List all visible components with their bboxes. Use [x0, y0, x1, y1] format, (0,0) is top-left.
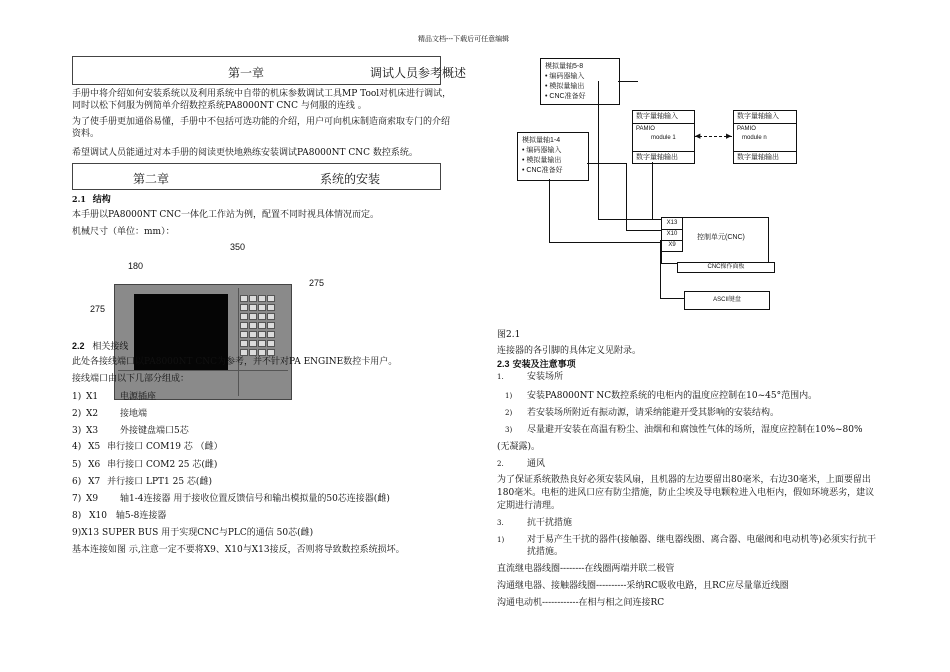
port-name: X3 — [86, 426, 99, 436]
wire-to-x10 — [626, 230, 661, 231]
port-number: 7) — [72, 494, 82, 504]
item-text: 尽量避开安装在高温有粉尘、油烟和和腐蚀性气体的场所，湿度应控制在10%~80% — [527, 425, 863, 435]
item-text: 若安装场所附近有振动源，请采纳能避开受其影响的安装结构。 — [527, 408, 780, 418]
item-number: 1) — [497, 536, 505, 544]
port-item — [72, 476, 212, 488]
dimension-275-left: 275 — [90, 304, 106, 314]
figure-caption: 图2.1 — [497, 330, 521, 340]
section-2-1-heading — [72, 192, 111, 205]
analog-axis-5-8-title: 模拟量轴5-8 — [545, 63, 584, 70]
section-2-3-heading — [497, 357, 576, 370]
port-number: 6) — [72, 477, 82, 487]
intro-line-1: 手册中将介绍如何安装系统以及利用系统中自带的机床参数调试工具MP Tool对机床进行调试， — [72, 89, 452, 99]
section-2-2-heading — [72, 339, 128, 352]
digital-module-n-box — [733, 110, 797, 164]
port-name: X2 — [86, 409, 99, 419]
port-number: 3) — [72, 426, 82, 436]
port-desc: 电源插座 — [120, 392, 157, 402]
anti-interference-item-cont: 扰措施。 — [527, 547, 564, 557]
anti-interference-title: 抗干扰措施 — [527, 518, 573, 528]
arrow-left-icon: ◀ — [695, 132, 701, 140]
port-desc: 串行接口 COM2 25 芯(雌) — [107, 460, 218, 470]
port-item — [72, 459, 217, 471]
install-place-item — [505, 390, 818, 402]
port-item-9: 9)X13 SUPER BUS 用于实现CNC与PLC的通信 50芯(雌) — [72, 528, 314, 538]
section-2-2-line-1: 此处各接线端口以PA8000NT CNC为参考，并不针对PA ENGINE数控卡用户。 — [72, 357, 398, 367]
analog-axis-5-8-box: 模拟量轴5-8 • 编码器输入 • 模拟量输出 • CNC准备好 — [540, 58, 620, 105]
digital-module-1-title: 数字量轴输入 — [633, 111, 694, 124]
chapter2-number: 第二章 — [133, 172, 170, 186]
cnc-operation-panel-box — [677, 262, 775, 273]
digital-module-1-output: 数字量轴输出 — [633, 151, 694, 164]
analog-axis-1-4-title: 模拟量轴1-4 — [522, 137, 561, 144]
item-text: 对于易产生干扰的器件(接触器、继电器线圈、离合器、电磁阀和电动机等)必须实行抗干 — [527, 535, 877, 545]
port-number: 8) — [72, 511, 82, 521]
anti-interference-item — [497, 534, 877, 546]
ascii-keyboard-label: ASCII键盘 — [713, 297, 741, 303]
section-2-2-title: 相关接线 — [92, 342, 129, 352]
port-number: 5) — [72, 460, 82, 470]
analog-item: CNC准备好 — [549, 93, 586, 100]
wire-axis-main-vertical — [549, 179, 550, 243]
control-unit-box — [661, 217, 769, 264]
ventilation-number: 2. — [497, 460, 504, 468]
intro-line-4: 资料。 — [72, 129, 100, 139]
page-header: 精品文档---下载后可任意编辑 — [418, 35, 510, 43]
wire-digital-vertical — [652, 162, 653, 220]
dimension-180: 180 — [128, 261, 144, 271]
wire-axis58-vertical — [598, 81, 599, 220]
port-item — [72, 493, 390, 505]
port-name: X7 — [88, 477, 101, 487]
dimension-275-right: 275 — [309, 278, 325, 288]
figure-note: 连接器的各引脚的具体定义见附录。 — [497, 346, 642, 356]
port-number: 4) — [72, 442, 82, 452]
ventilation-heading — [497, 458, 546, 470]
arrow-right-icon: ▶ — [726, 132, 732, 140]
install-place-title: 安装场所 — [527, 372, 564, 382]
wire-ascii-vertical — [660, 240, 661, 299]
wire-to-x9 — [549, 242, 661, 243]
dimension-350: 350 — [230, 242, 246, 252]
port-item — [72, 425, 189, 437]
analog-axis-1-4-box: 模拟量轴1-4 • 编码器输入 • 模拟量输出 • CNC准备好 — [517, 132, 589, 181]
port-desc: 串行接口 COM19 芯 （雌） — [107, 442, 223, 452]
control-port-x10: X10 — [662, 229, 683, 241]
digital-module-n-output: 数字量轴输出 — [734, 151, 796, 164]
analog-item: 编码器输入 — [526, 147, 562, 154]
digital-module-n-sub: PAMIO — [737, 126, 756, 132]
cnc-operation-panel-label: CNC操作面板 — [707, 264, 745, 270]
digital-module-1-name: module 1 — [651, 135, 676, 141]
anti-interference-line-3: 沟通电动机------------在相与相之间连接RC — [497, 598, 665, 608]
chapter2-title: 系统的安装 — [320, 172, 381, 186]
section-2-1-title: 结构 — [92, 195, 111, 205]
analog-item: CNC准备好 — [526, 167, 563, 174]
section-2-2-line-2: 接线端口由以下几部分组成： — [72, 374, 190, 384]
anti-interference-line-2: 沟通继电器、接触器线圈----------采纳RC吸收电路，且RC应尽量靠近线圈 — [497, 581, 789, 591]
port-item — [72, 391, 157, 403]
structure-line-2: 机械尺寸（单位：mm）： — [72, 227, 175, 237]
anti-interference-number: 3. — [497, 519, 504, 527]
ventilation-line-3: 定期进行清理。 — [497, 501, 561, 511]
port-desc: 接地端 — [120, 409, 148, 419]
intro-line-5: 希望调试人员能通过对本手册的阅读更快地熟练安装调试PA8000NT CNC 数控系统。 — [72, 148, 418, 158]
item-number: 2) — [505, 409, 513, 417]
port-name: X9 — [86, 494, 99, 504]
item-text: 安装PA8000NT NC数控系统的电柜内的温度应控制在10~45°范围内。 — [527, 391, 818, 401]
digital-module-n-name: module n — [742, 135, 767, 141]
control-unit-title: 控制单元(CNC) — [697, 234, 745, 241]
port-name: X1 — [86, 392, 99, 402]
port-desc: 轴1-4连接器 用于接收位置反馈信号和输出模拟量的50芯连接器(雌) — [120, 494, 390, 504]
keypad-buttons — [238, 293, 278, 361]
digital-module-n-title: 数字量轴输入 — [734, 111, 796, 124]
wire-ascii-horizontal — [660, 298, 684, 299]
port-item — [72, 408, 148, 420]
structure-line-1: 本手册以PA8000NT CNC一体化工作站为例，配置不同时视具体情况而定。 — [72, 210, 380, 220]
section-2-3-title: 安装及注意事项 — [512, 360, 576, 370]
port-desc: 并行接口 LPT1 25 芯(雌) — [107, 477, 212, 487]
connection-warning: 基本连接如图 示,注意一定不要将X9、X10与X13接反，否则将导致数控系统损坏。 — [72, 545, 405, 555]
section-2-1-number: 2.1 — [72, 194, 86, 204]
intro-line-3: 为了使手册更加通俗易懂，手册中不包括可选功能的介绍，用户可向机床制造商索取专门的介绍 — [72, 117, 451, 127]
install-place-item — [505, 424, 863, 436]
digital-module-1-box — [632, 110, 695, 164]
intro-line-2: 同时以松下伺服为例简单介绍数控系统PA8000NT CNC 与伺服的连线 。 — [72, 101, 367, 111]
item-number: 3) — [505, 426, 513, 434]
install-place-item — [505, 407, 780, 419]
analog-item: 编码器输入 — [549, 73, 585, 80]
digital-module-1-sub: PAMIO — [636, 126, 655, 132]
anti-interference-line-1: 直流继电器线圈--------在线圈两端并联二极管 — [497, 564, 675, 574]
ventilation-line-1: 为了保证系统散热良好必须安装风扇，且机器的左边要留出80毫米，右边30毫米，上面要留出 — [497, 475, 871, 485]
ascii-keyboard-box — [684, 291, 770, 310]
ventilation-title: 通风 — [527, 459, 546, 469]
port-number: 1) — [72, 392, 82, 402]
chapter2-box — [72, 163, 441, 190]
port-desc: 轴5-8连接器 — [115, 511, 167, 521]
wire-axis58-stub — [618, 81, 638, 82]
port-name: X5 — [88, 442, 101, 452]
install-place-heading — [497, 371, 564, 383]
ventilation-line-2: 180毫米。电柜的进风口应有防尘措施，防止尘埃及导电颗粒进入电柜内，假如环境恶劣，建议 — [497, 488, 875, 498]
section-2-2-number: 2.2 — [72, 341, 85, 351]
wire-axis14-stub — [587, 163, 627, 164]
port-item — [72, 510, 166, 522]
install-place-note: (无凝露)。 — [497, 442, 541, 452]
port-item — [72, 441, 223, 453]
panel-bottom-line — [118, 370, 288, 371]
chapter1-number: 第一章 — [228, 66, 265, 80]
wire-axis14-vertical — [626, 163, 627, 230]
port-name: X6 — [88, 460, 101, 470]
chapter1-title: 调试人员参考概述 — [370, 66, 467, 80]
port-number: 2) — [72, 409, 82, 419]
control-port-x13: X13 — [662, 218, 683, 230]
install-place-number: 1. — [497, 373, 504, 381]
analog-item: 模拟量输出 — [549, 83, 585, 90]
analog-item: 模拟量输出 — [526, 157, 562, 164]
chapter1-box — [72, 56, 467, 85]
section-2-3-number: 2.3 — [497, 359, 510, 369]
anti-interference-heading — [497, 517, 573, 529]
port-desc: 外接键盘端口5芯 — [120, 426, 189, 436]
port-name: X10 — [89, 511, 107, 521]
item-number: 1) — [505, 392, 513, 400]
control-port-x9: X9 — [662, 240, 683, 252]
